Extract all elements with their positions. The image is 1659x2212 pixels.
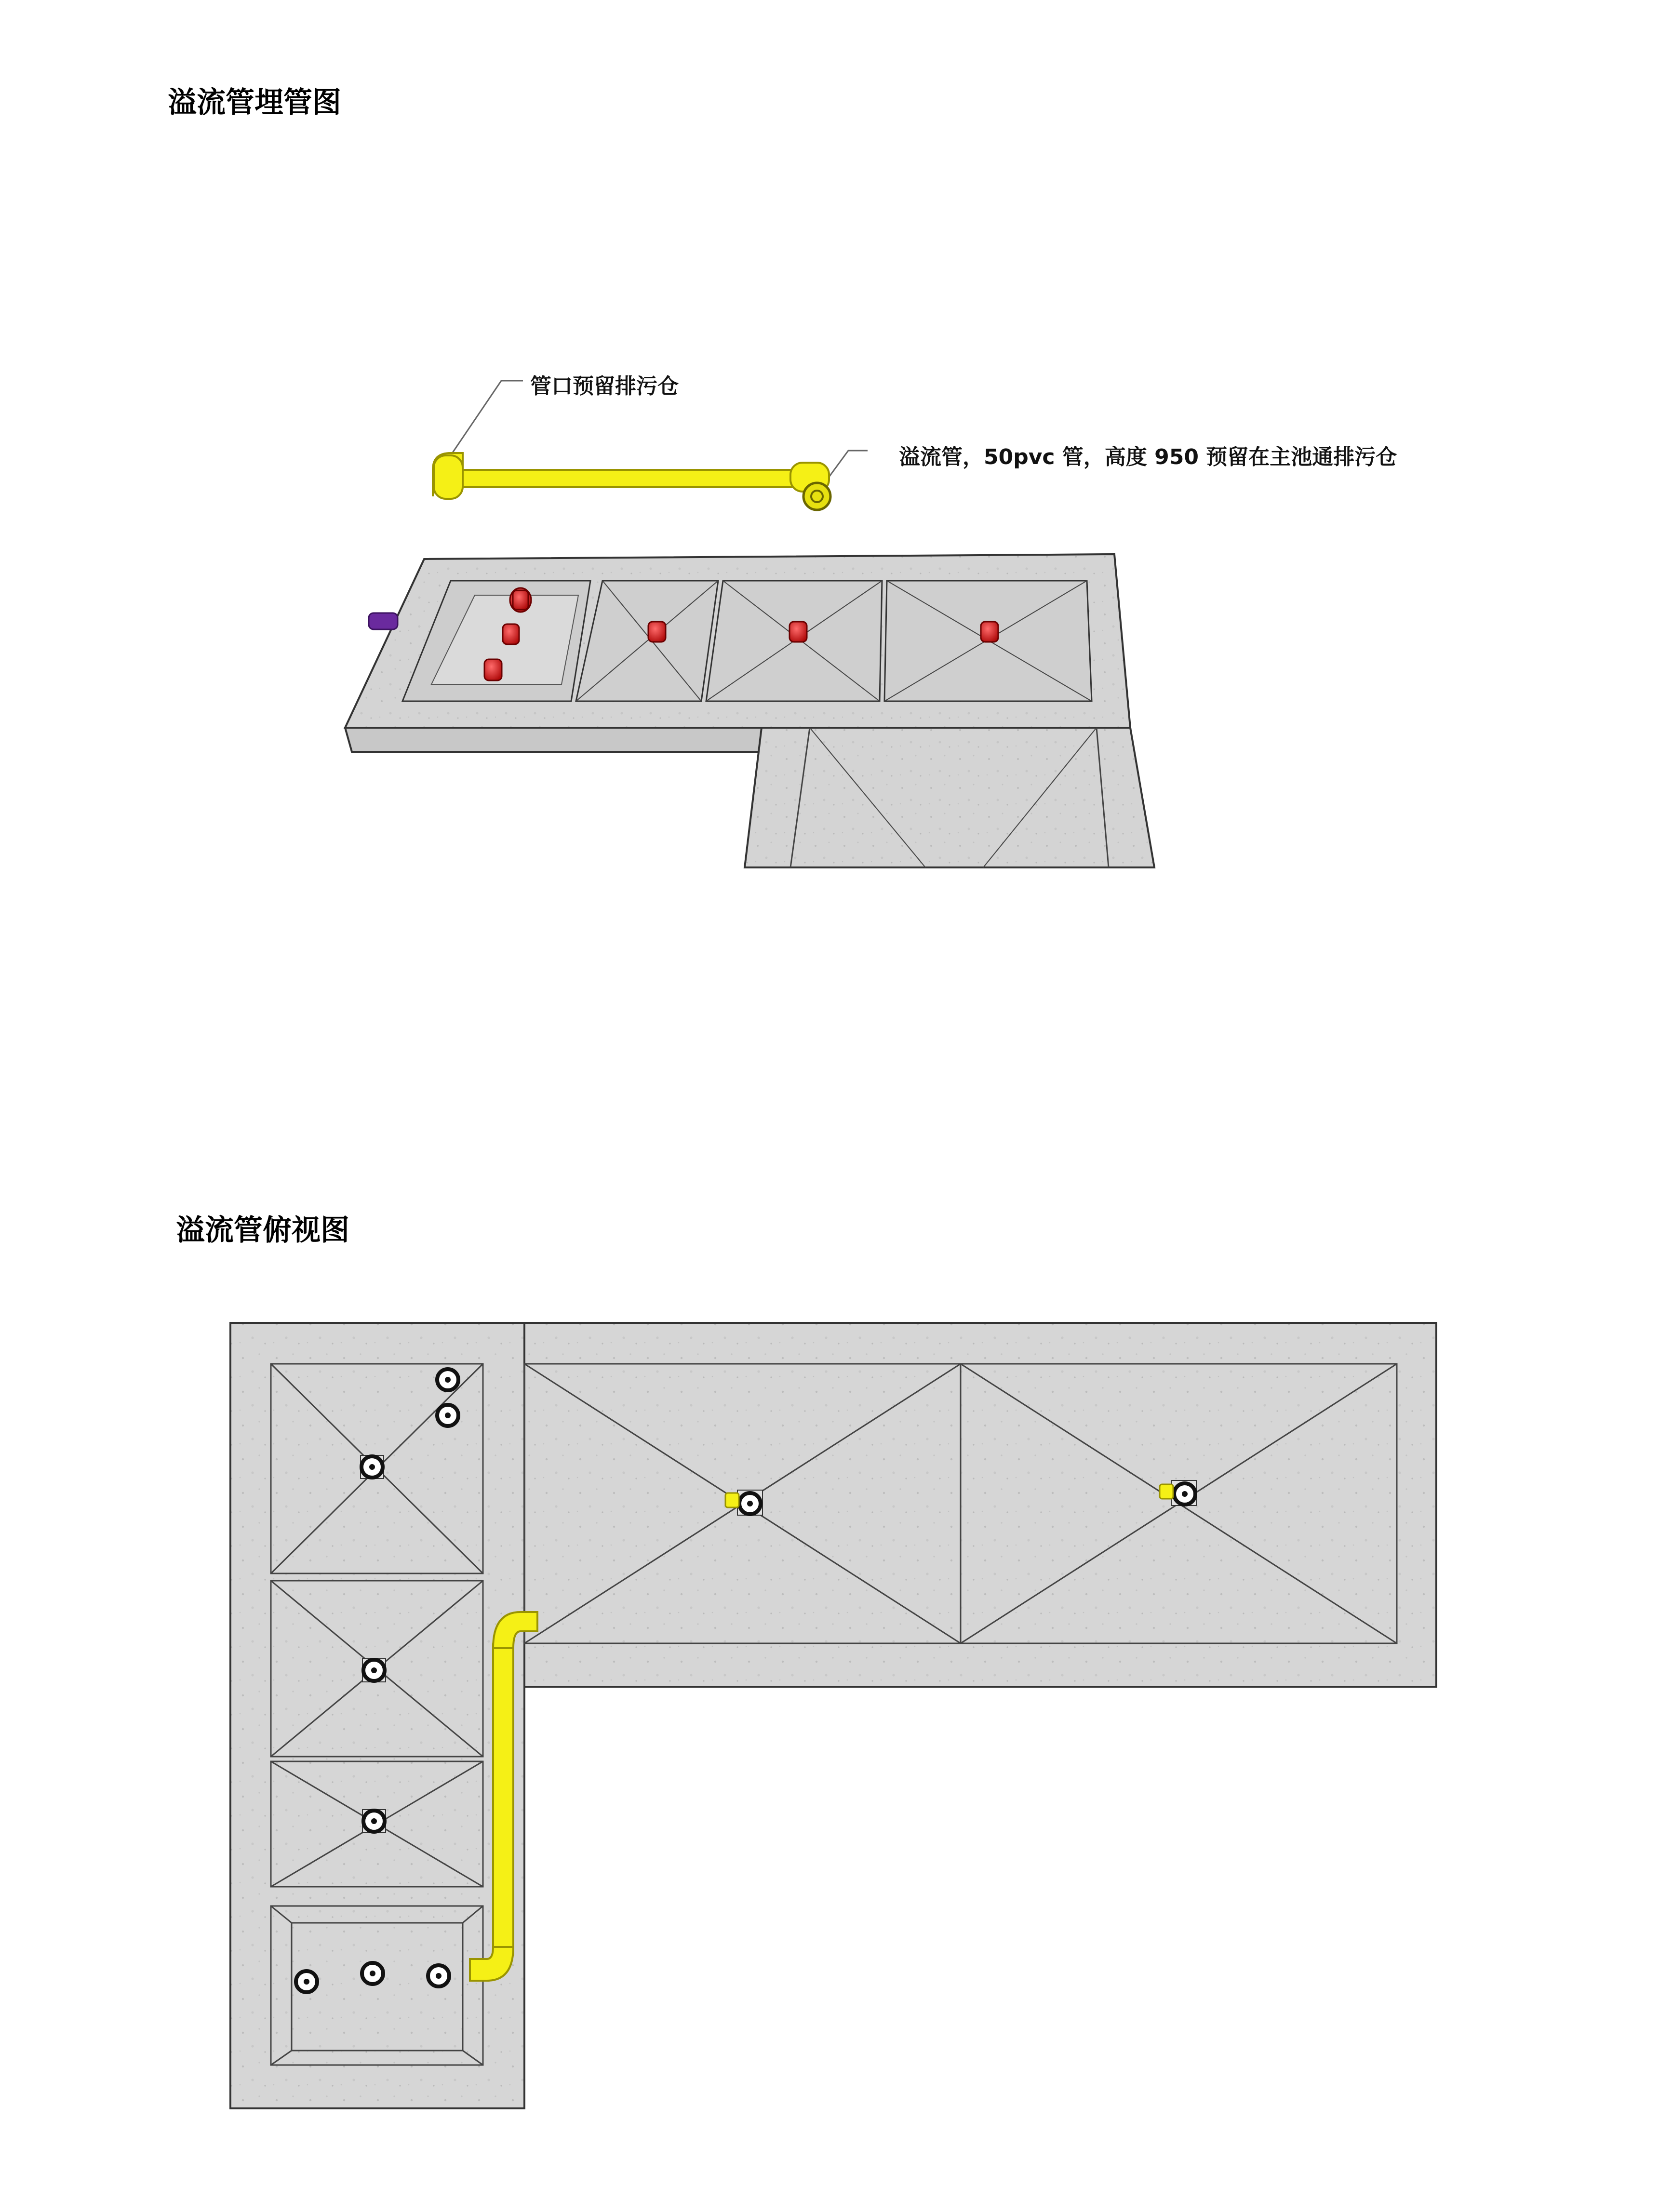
red-drain-icon xyxy=(484,659,502,680)
red-drain-icon xyxy=(789,622,807,642)
black-drain-icon xyxy=(739,1493,761,1514)
red-drain-icon xyxy=(503,624,519,644)
top-view xyxy=(0,1272,1659,2212)
isometric-view xyxy=(0,0,1659,892)
black-drain-icon xyxy=(428,1965,449,1986)
black-drain-icon xyxy=(437,1369,458,1390)
red-drain-icon xyxy=(648,622,666,642)
purple-pipe-icon xyxy=(369,613,398,629)
pipe-elbow-icon xyxy=(434,455,463,499)
black-drain-icon xyxy=(296,1971,317,1992)
black-drain-icon xyxy=(362,1963,383,1984)
concrete-basin-3d xyxy=(345,554,1154,867)
concrete-basin-plan xyxy=(230,1323,1436,2108)
black-drain-icon xyxy=(361,1456,383,1478)
pipe-elbow-icon xyxy=(803,483,830,510)
red-drain-icon xyxy=(981,622,998,642)
section1-title: 溢流管埋管图 xyxy=(168,86,341,120)
black-drain-icon xyxy=(1174,1483,1195,1505)
black-drain-icon xyxy=(437,1405,458,1426)
black-drain-icon xyxy=(363,1660,385,1681)
black-drain-icon xyxy=(363,1811,385,1832)
red-drain-icon xyxy=(510,588,531,612)
callout-pipe: 溢流管，50pvc 管，高度 950 预留在主池通排污仓 xyxy=(899,445,1397,469)
overflow-pipe xyxy=(433,453,830,510)
section2-title: 溢流管俯视图 xyxy=(176,1213,349,1247)
callout-outlet: 管口预留排污仓 xyxy=(530,374,679,399)
